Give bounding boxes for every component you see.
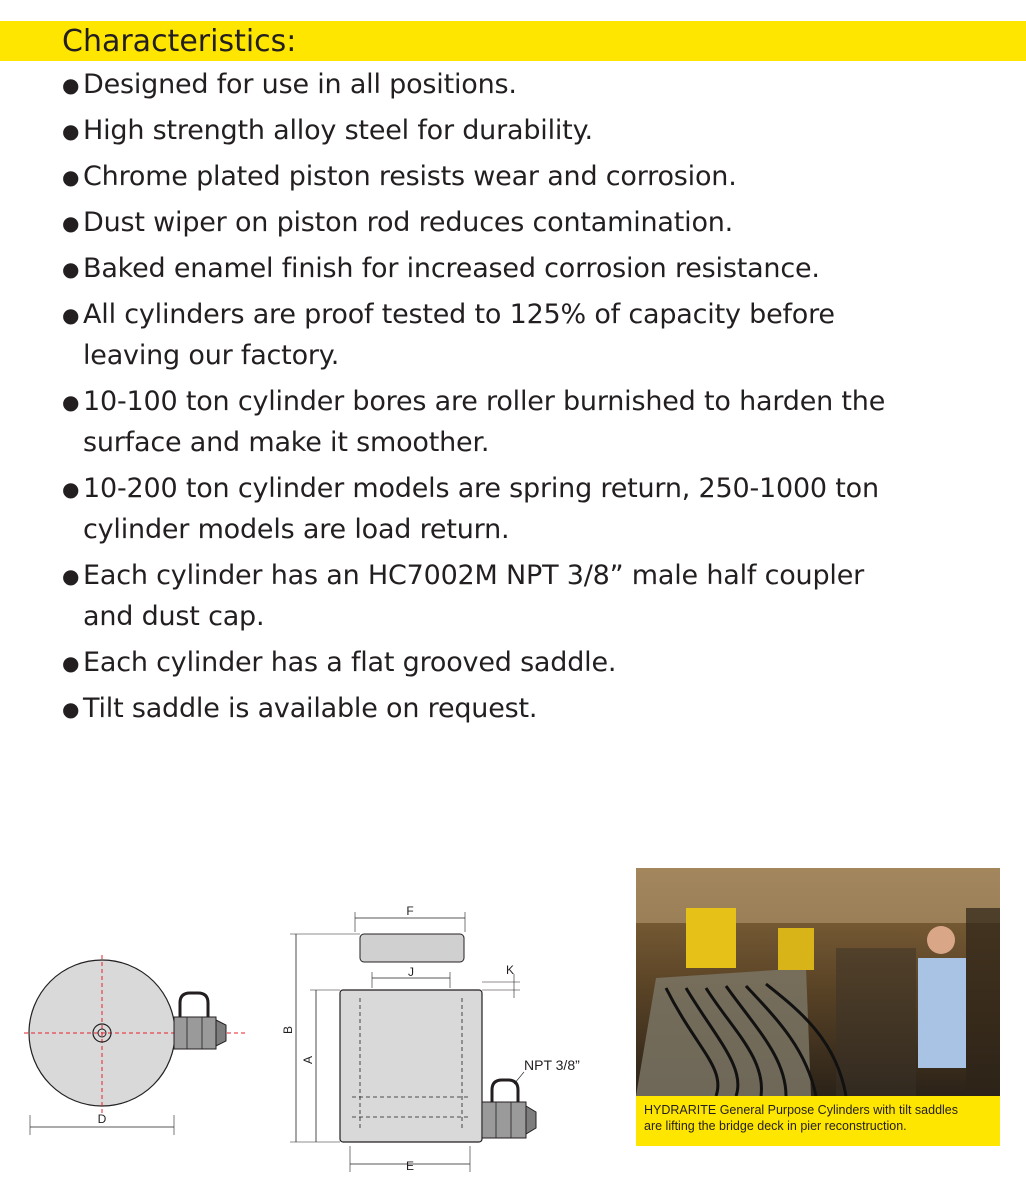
feature-item (62, 688, 1022, 729)
bullet-icon: ● (62, 477, 80, 501)
feature-item (62, 202, 1022, 243)
dim-d-label: D (97, 1112, 107, 1126)
npt-port-label: NPT 3/8” (524, 1057, 580, 1073)
bullet-icon: ● (62, 697, 80, 721)
caption-line-1: HYDRARITE General Purpose Cylinders with tilt saddles (644, 1103, 959, 1117)
dim-a-label: A (301, 1055, 315, 1065)
bullet-icon: ● (62, 390, 80, 414)
feature-list (62, 64, 1022, 734)
feature-text-line: cylinder models are load return. (83, 514, 510, 545)
bridge-pier-photo (636, 868, 1000, 1096)
bullet-icon: ● (62, 211, 80, 235)
feature-text-line: Dust wiper on piston rod reduces contamination. (83, 207, 734, 238)
bullet-icon: ● (62, 119, 80, 143)
photo-caption (636, 1096, 1000, 1146)
cylinder-top-view-diagram (22, 955, 252, 1140)
feature-text-line: High strength alloy steel for durability. (83, 115, 593, 146)
bullet-icon: ● (62, 651, 80, 675)
cylinder-yellow-2 (778, 928, 814, 970)
coupler-fitting-side (482, 1080, 536, 1138)
feature-text-line: Designed for use in all positions. (83, 69, 517, 100)
feature-item (62, 64, 1022, 105)
bullet-icon: ● (62, 303, 80, 327)
feature-text-line: Each cylinder has a flat grooved saddle. (83, 647, 617, 678)
bullet-icon: ● (62, 564, 80, 588)
feature-text-line: Each cylinder has an HC7002M NPT 3/8” male half coupler (83, 560, 865, 591)
feature-text-line: 10-100 ton cylinder bores are roller burnished to harden the (83, 386, 886, 417)
feature-item (62, 110, 1022, 151)
feature-text-line: Baked enamel finish for increased corrosion resistance. (83, 253, 820, 284)
cylinder-side-view-diagram (280, 902, 610, 1174)
bullet-icon: ● (62, 165, 80, 189)
feature-text-line: 10-200 ton cylinder models are spring return, 250-1000 ton (83, 473, 879, 504)
feature-item (62, 468, 1022, 550)
bullet-icon: ● (62, 257, 80, 281)
feature-text-line: Tilt saddle is available on request. (83, 693, 538, 724)
npt-leader-line (514, 1072, 524, 1084)
dim-e-label: E (405, 1159, 415, 1173)
feature-item (62, 642, 1022, 683)
dim-b-label: B (281, 1025, 295, 1035)
feature-text-line: All cylinders are proof tested to 125% of capacity before (83, 299, 835, 330)
feature-text-line: and dust cap. (83, 601, 265, 632)
dim-j-label: J (408, 965, 414, 979)
page-title: Characteristics: (62, 24, 297, 59)
cylinder-yellow-1 (686, 908, 736, 968)
cylinder-saddle (360, 934, 464, 962)
coupler-fitting (174, 993, 226, 1049)
caption-line-2: are lifting the bridge deck in pier reconstruction. (644, 1119, 907, 1133)
feature-item (62, 156, 1022, 197)
cylinder-body (340, 990, 482, 1142)
feature-text-line: Chrome plated piston resists wear and corrosion. (83, 161, 737, 192)
feature-text-line: leaving our factory. (83, 340, 340, 371)
dim-f-label: F (406, 904, 414, 918)
feature-item (62, 555, 1022, 637)
application-photo (636, 868, 1000, 1146)
feature-item (62, 248, 1022, 289)
feature-item (62, 381, 1022, 463)
feature-item (62, 294, 1022, 376)
worker-figure (918, 958, 966, 1068)
feature-text-line: surface and make it smoother. (83, 427, 490, 458)
dim-k-label: K (505, 963, 515, 977)
bullet-icon: ● (62, 73, 80, 97)
